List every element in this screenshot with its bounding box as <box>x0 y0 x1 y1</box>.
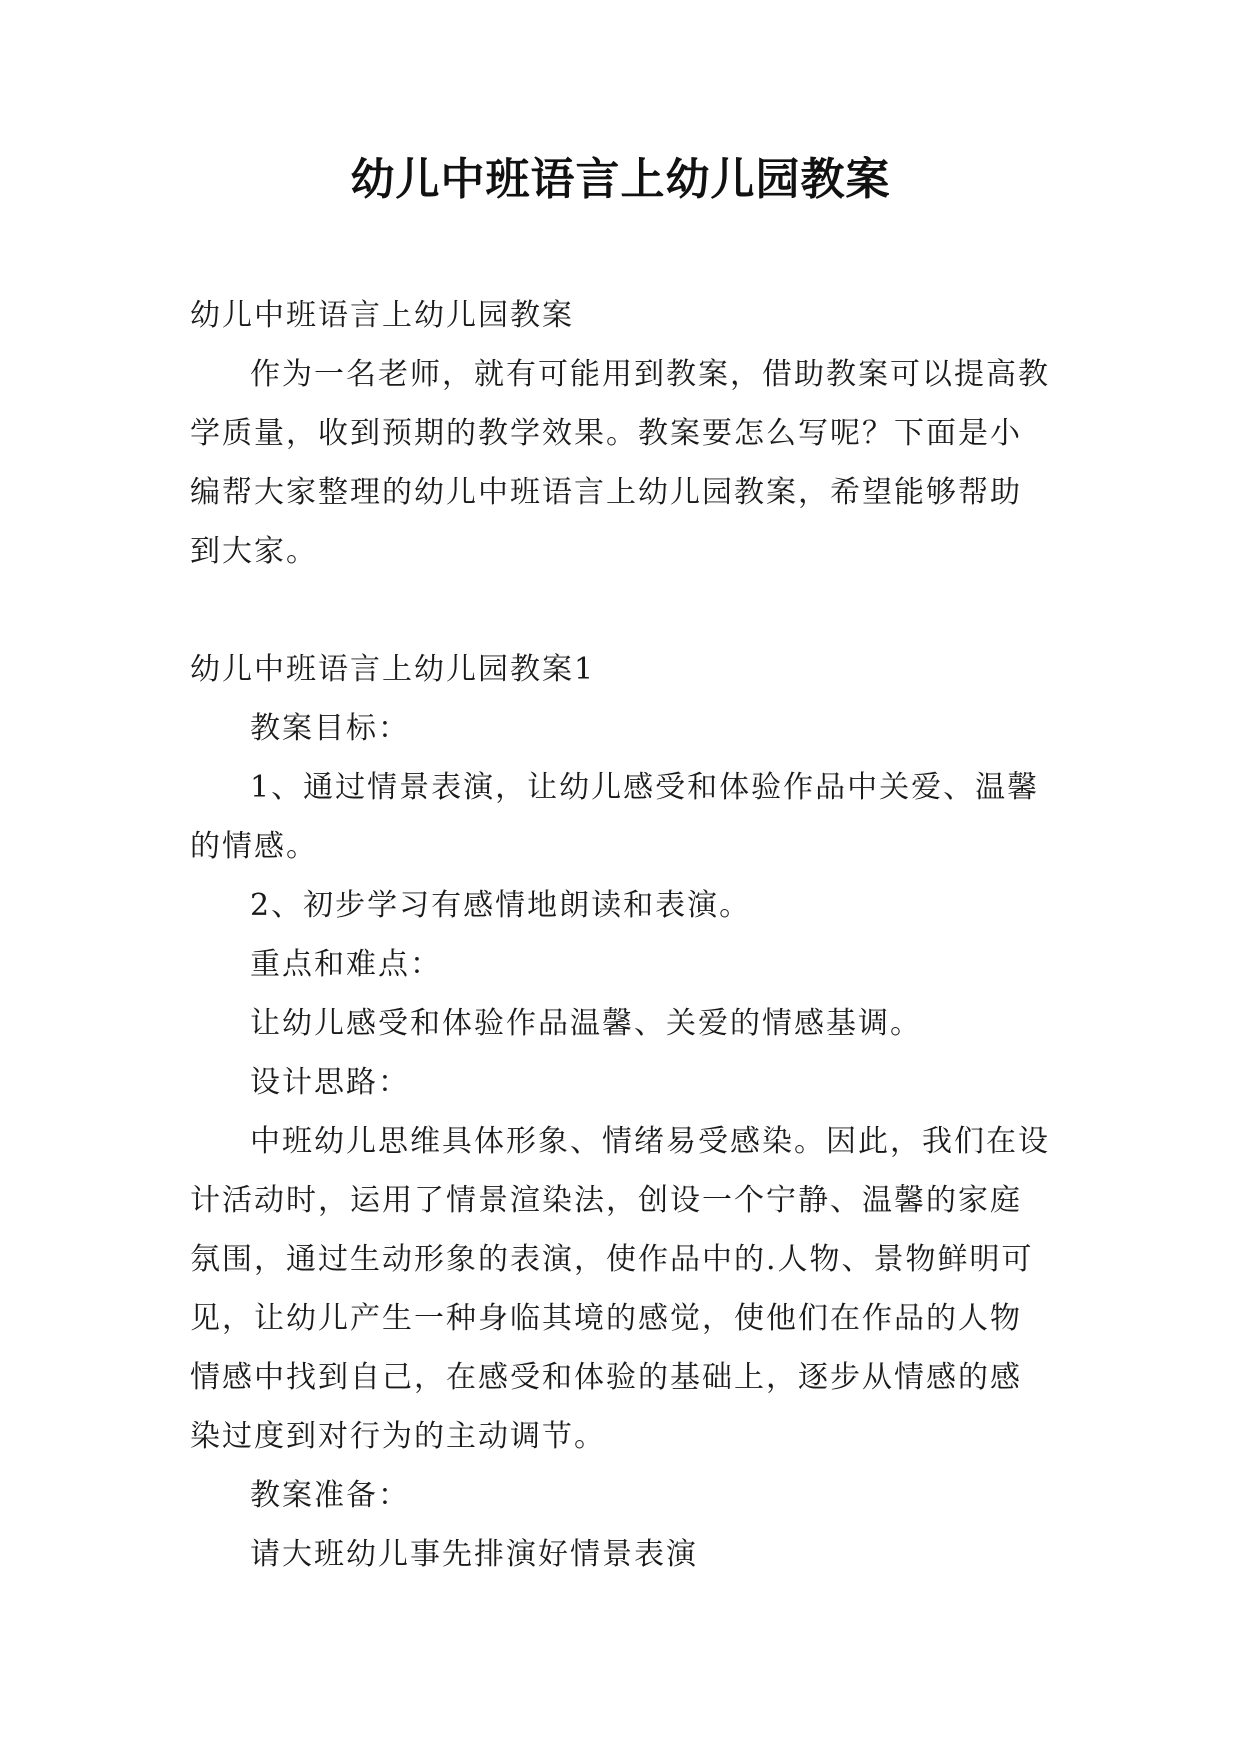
design-label: 设计思路： <box>250 1065 410 1100</box>
intro-paragraph: 作为一名老师，就有可能用到教案，借助教案可以提高教学质量，收到预期的教学效果。教案要怎么写呢？下面是小编帮大家整理的幼儿中班语言上幼儿园教案，希望能够帮助到大家。 <box>190 357 1050 569</box>
section-gap <box>190 581 1052 640</box>
document-body <box>190 286 1052 1584</box>
prep-text: 请大班幼儿事先排演好情景表演 <box>250 1537 698 1572</box>
goal-item-2: 2、初步学习有感情地朗读和表演。 <box>250 888 752 923</box>
goals-label: 教案目标： <box>250 711 410 746</box>
document-title: 幼儿中班语言上幼儿园教案 <box>350 154 891 205</box>
section-heading: 幼儿中班语言上幼儿园教案1 <box>190 652 596 687</box>
goal-item-1: 1、通过情景表演，让幼儿感受和体验作品中关爱、温馨的情感。 <box>190 770 1040 864</box>
prep-label: 教案准备： <box>250 1478 410 1513</box>
key-points-text: 让幼儿感受和体验作品温馨、关爱的情感基调。 <box>250 1006 922 1041</box>
key-points-label: 重点和难点： <box>250 947 442 982</box>
subtitle: 幼儿中班语言上幼儿园教案 <box>190 298 574 333</box>
design-paragraph: 中班幼儿思维具体形象、情绪易受感染。因此，我们在设计活动时，运用了情景渲染法，创设一个宁静、温馨的家庭氛围，通过生动形象的表演，使作品中的.人物、景物鲜明可见，让幼儿产生一种身临其境的感觉，使他们在作品的人物情感中找到自己，在感受和体验的基础上，逐步从情感的感染过度到对行为的主动调节。 <box>190 1124 1050 1454</box>
